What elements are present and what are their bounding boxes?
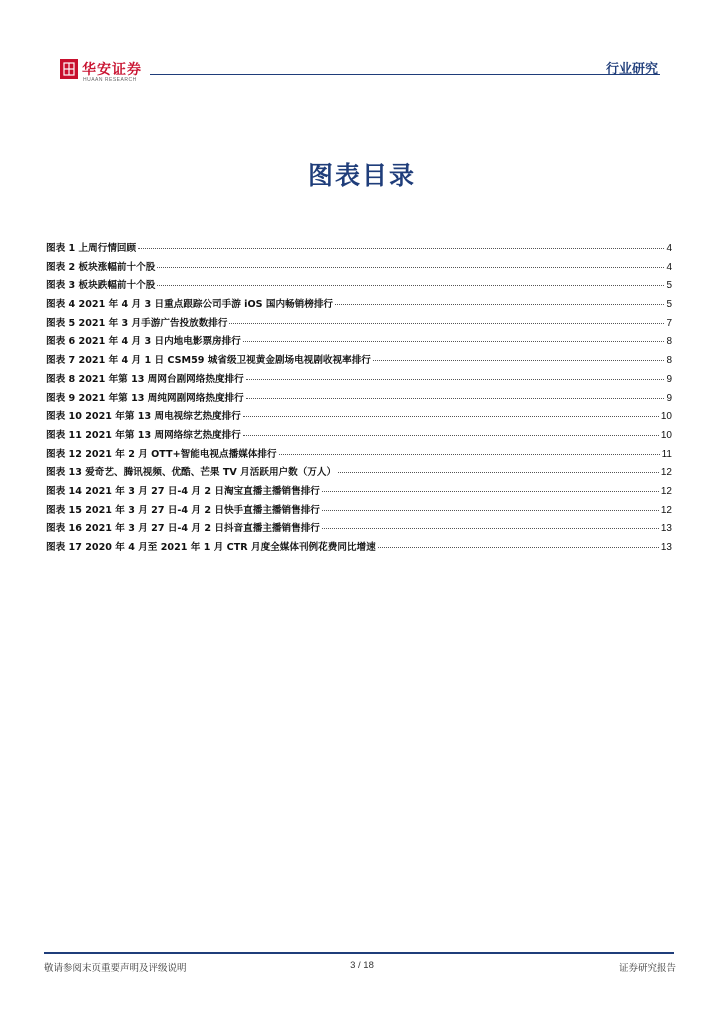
toc-entry-title[interactable]: 图表 16 2021 年 3 月 27 日-4 月 2 日抖音直播主播销售排行: [46, 523, 320, 535]
toc-entry-title[interactable]: 图表 7 2021 年 4 月 1 日 CSM59 城省级卫视黄金剧场电视剧收视率排行: [46, 355, 371, 367]
toc-entry-page[interactable]: 10: [660, 411, 672, 423]
toc-entry-title[interactable]: 图表 8 2021 年第 13 周网台剧网络热度排行: [46, 373, 244, 385]
toc-entry-title[interactable]: 图表 17 2020 年 4 月至 2021 年 1 月 CTR 月度全媒体刊例花费同比增速: [46, 542, 376, 553]
toc-entry-page[interactable]: 4: [666, 261, 672, 273]
toc-entry-page[interactable]: 5: [666, 280, 672, 292]
toc-entry[interactable]: [46, 446, 672, 465]
toc-entry-page[interactable]: 7: [666, 317, 672, 329]
toc-leader-dots: [279, 454, 660, 455]
toc-leader-dots: [335, 304, 664, 305]
toc-leader-dots: [373, 360, 665, 361]
toc-entry[interactable]: [46, 408, 672, 427]
toc-entry[interactable]: [46, 277, 672, 296]
toc-entry[interactable]: [46, 333, 672, 352]
toc-leader-dots: [378, 547, 659, 548]
toc-entry-title[interactable]: 图表 6 2021 年 4 月 3 日内地电影票房排行: [46, 336, 241, 348]
toc-entry[interactable]: [46, 296, 672, 315]
toc-entry-title[interactable]: 图表 14 2021 年 3 月 27 日-4 月 2 日淘宝直播主播销售排行: [46, 485, 320, 497]
toc-entry[interactable]: [46, 539, 672, 558]
section-label: 行业研究: [605, 62, 658, 77]
toc-entry[interactable]: [46, 520, 672, 539]
toc-leader-dots: [338, 472, 659, 473]
toc-leader-dots: [322, 491, 659, 492]
toc-entry-title[interactable]: 图表 2 板块涨幅前十个股: [46, 261, 156, 273]
page-title: 图表目录: [307, 161, 416, 190]
toc-entry-title[interactable]: 图表 5 2021 年 3 月手游广告投放数排行: [46, 317, 228, 329]
toc-entry-title[interactable]: 图表 13 爱奇艺、腾讯视频、优酷、芒果 TV 月活跃用户数（万人）: [46, 467, 337, 479]
toc-entry[interactable]: [46, 259, 672, 278]
toc-entry[interactable]: [46, 240, 672, 259]
toc-entry-title[interactable]: 图表 3 板块跌幅前十个股: [46, 280, 156, 292]
toc-entry-page[interactable]: 13: [660, 523, 672, 535]
toc-entry-page[interactable]: 8: [666, 336, 672, 348]
toc-entry-title[interactable]: 图表 10 2021 年第 13 周电视综艺热度排行: [46, 411, 241, 423]
toc-leader-dots: [138, 248, 664, 249]
toc-leader-dots: [157, 285, 664, 286]
toc-leader-dots: [322, 528, 659, 529]
toc-entry[interactable]: [46, 427, 672, 446]
company-name: 华安证券: [82, 62, 142, 78]
toc-entry-page[interactable]: 11: [661, 448, 672, 460]
toc-entry-title[interactable]: 图表 1 上周行情回顾: [46, 243, 137, 254]
toc-leader-dots: [229, 323, 664, 324]
toc-entry-title[interactable]: 图表 15 2021 年 3 月 27 日-4 月 2 日快手直播主播销售排行: [46, 504, 320, 516]
toc-entry-page[interactable]: 9: [666, 392, 672, 404]
header-divider: [150, 74, 660, 75]
figure-table-of-contents: [46, 240, 672, 558]
toc-leader-dots: [246, 379, 665, 380]
toc-entry[interactable]: [46, 483, 672, 502]
toc-leader-dots: [157, 267, 664, 268]
company-logo-icon: [60, 59, 78, 79]
toc-leader-dots: [246, 398, 665, 399]
company-subtitle: HUAAN RESEARCH: [83, 77, 137, 83]
toc-entry-page[interactable]: 12: [660, 485, 672, 497]
toc-entry-title[interactable]: 图表 9 2021 年第 13 周纯网剧网络热度排行: [46, 392, 244, 404]
toc-entry-page[interactable]: 12: [660, 504, 672, 516]
footer-disclaimer: 敬请参阅末页重要声明及评级说明: [44, 963, 187, 974]
toc-entry-page[interactable]: 4: [666, 243, 672, 254]
toc-entry-page[interactable]: 8: [666, 355, 672, 367]
toc-entry-title[interactable]: 图表 11 2021 年第 13 周网络综艺热度排行: [46, 429, 241, 441]
toc-entry-page[interactable]: 9: [666, 373, 672, 385]
toc-entry-page[interactable]: 12: [660, 467, 672, 479]
toc-entry[interactable]: [46, 371, 672, 390]
toc-leader-dots: [243, 341, 665, 342]
toc-entry[interactable]: [46, 352, 672, 371]
toc-entry-page[interactable]: 13: [660, 542, 672, 553]
toc-entry[interactable]: [46, 464, 672, 483]
toc-entry-page[interactable]: 5: [666, 299, 672, 311]
page-number: 3 / 18: [350, 960, 374, 971]
toc-entry[interactable]: [46, 502, 672, 521]
toc-entry[interactable]: [46, 390, 672, 409]
toc-entry-page[interactable]: 10: [660, 429, 672, 441]
toc-entry-title[interactable]: 图表 12 2021 年 2 月 OTT+智能电视点播媒体排行: [46, 448, 277, 460]
toc-leader-dots: [243, 435, 659, 436]
footer-divider: [44, 952, 674, 954]
toc-leader-dots: [243, 416, 659, 417]
toc-leader-dots: [322, 510, 659, 511]
toc-entry-title[interactable]: 图表 4 2021 年 4 月 3 日重点跟踪公司手游 iOS 国内畅销榜排行: [46, 299, 334, 311]
document-type-label: 证券研究报告: [618, 963, 676, 974]
toc-entry[interactable]: [46, 315, 672, 334]
